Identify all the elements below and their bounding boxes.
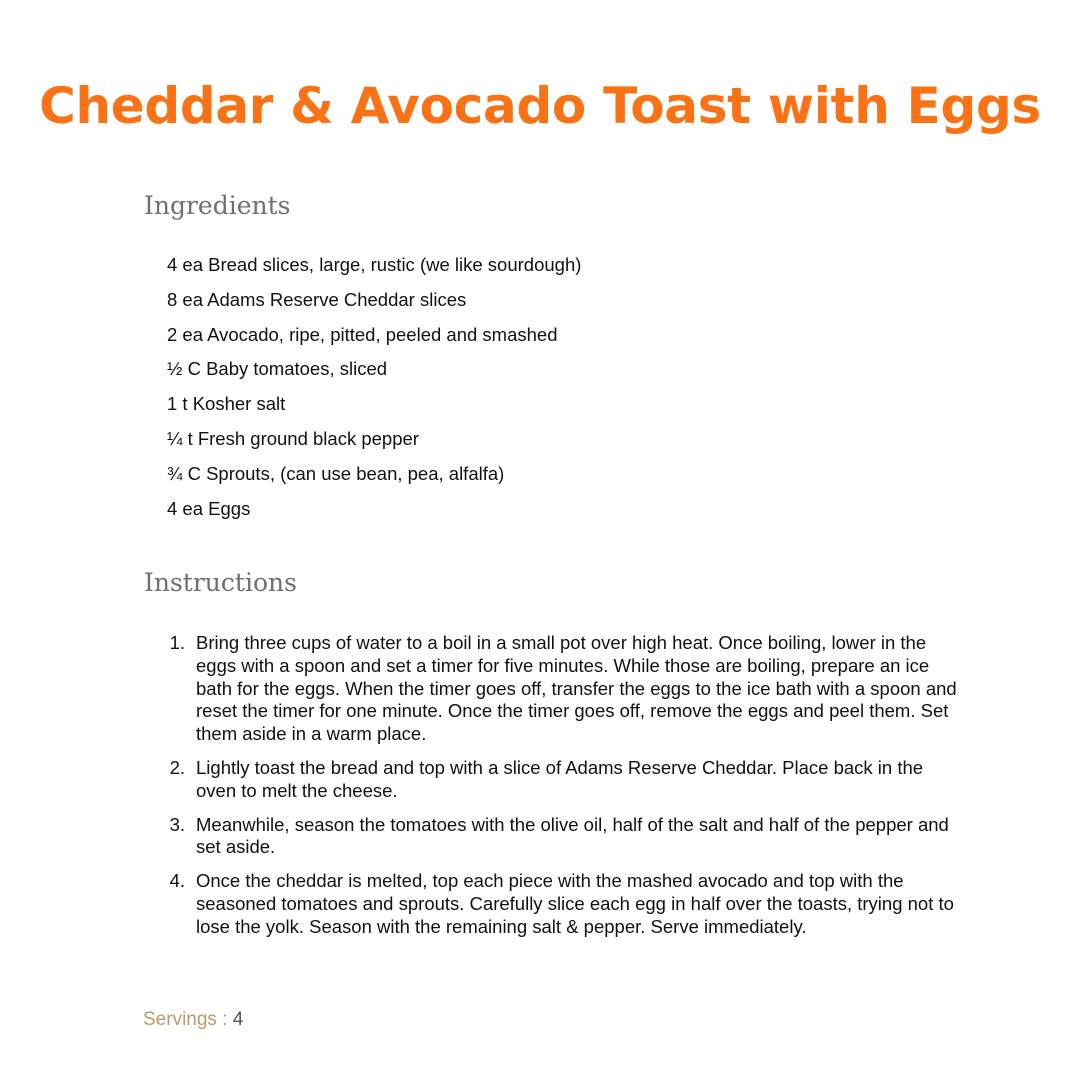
ingredient-item: 1 t Kosher salt xyxy=(167,393,286,415)
step-text: Lightly toast the bread and top with a slice of Adams Reserve Cheddar. Place back in the oven to melt the cheese. xyxy=(196,756,924,801)
ingredient-item: 8 ea Adams Reserve Cheddar slices xyxy=(167,288,467,310)
ingredient-item: ¼ t Fresh ground black pepper xyxy=(167,427,419,449)
instructions-heading: Instructions xyxy=(144,568,297,597)
ingredient-item: ¾ C Sprouts, (can use bean, pea, alfalfa) xyxy=(167,462,505,484)
step-number: 4. xyxy=(169,870,185,892)
instruction-list xyxy=(147,632,957,950)
servings-label: Servings : xyxy=(143,1009,233,1030)
ingredient-item: 4 ea Eggs xyxy=(167,497,251,519)
ingredients-heading: Ingredients xyxy=(144,191,291,220)
recipe-title: Cheddar & Avocado Toast with Eggs xyxy=(39,77,1041,135)
servings xyxy=(143,1008,243,1032)
instruction-step xyxy=(147,757,957,803)
step-text: Bring three cups of water to a boil in a small pot over high heat. Once boiling, lower in the eggs with a spoon and set a timer for five minutes. While those are boiling, prepare an ice bath for the eggs. When the timer goes off, transfer the eggs to the ice bath with a spoon and reset the timer for one minute. Once the timer goes off, remove the eggs and peel them. Set them aside in a warm place. xyxy=(196,632,957,745)
step-number: 1. xyxy=(169,632,185,653)
instruction-step xyxy=(147,870,957,938)
step-number: 3. xyxy=(169,813,185,835)
instruction-step xyxy=(147,632,957,746)
instruction-step xyxy=(147,814,957,860)
ingredient-item: ½ C Baby tomatoes, sliced xyxy=(167,358,388,380)
step-number: 2. xyxy=(169,756,185,778)
ingredient-item: 4 ea Bread slices, large, rustic (we like sourdough) xyxy=(167,254,582,275)
ingredient-item: 2 ea Avocado, ripe, pitted, peeled and smashed xyxy=(167,323,558,345)
step-text: Once the cheddar is melted, top each piece with the mashed avocado and top with the seasoned tomatoes and sprouts. Carefully slice each egg in half over the toasts, trying not to lose the yolk. Season with the remaining salt & pepper. Serve immediately. xyxy=(196,870,954,937)
servings-value: 4 xyxy=(232,1009,244,1030)
step-text: Meanwhile, season the tomatoes with the olive oil, half of the salt and half of the pepper and set aside. xyxy=(196,813,949,858)
ingredient-list xyxy=(167,253,967,531)
